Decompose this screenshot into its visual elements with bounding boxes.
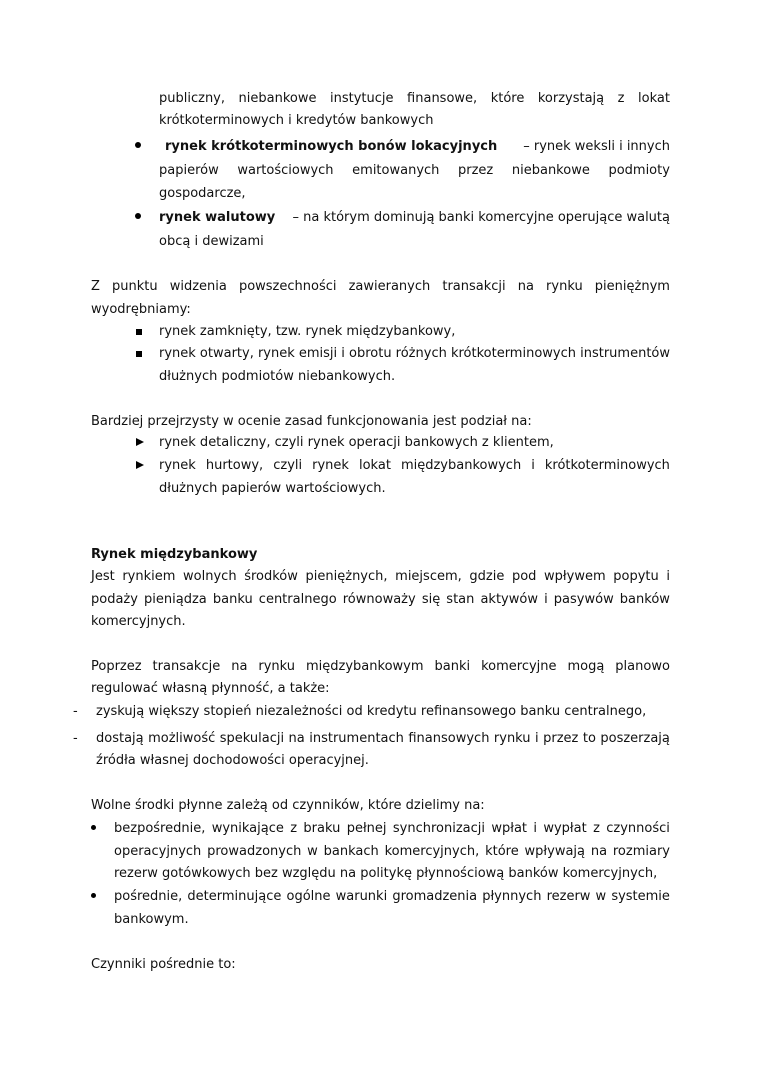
list-item-continuation: gospodarcze, bbox=[159, 186, 246, 201]
dash-bullet: - bbox=[73, 704, 78, 719]
word: banku bbox=[212, 592, 253, 607]
word: to bbox=[582, 731, 596, 746]
word: w bbox=[595, 889, 607, 904]
word: otwarty, bbox=[199, 346, 254, 361]
word: wpływem bbox=[544, 569, 606, 584]
word: popytu bbox=[613, 569, 659, 584]
list-item-text: – rynek weksli i innych bbox=[523, 139, 670, 154]
list-item bbox=[159, 209, 670, 226]
paragraph-line: wyodrębniamy: bbox=[91, 302, 191, 317]
word: systemie bbox=[611, 889, 670, 904]
word: punktu bbox=[112, 279, 158, 294]
word: rynku bbox=[546, 279, 583, 294]
word: wpłat bbox=[491, 821, 528, 836]
word: publiczny, bbox=[159, 91, 226, 106]
word: miejscem, bbox=[395, 569, 462, 584]
bullet-icon bbox=[91, 825, 96, 830]
word: instrumentów bbox=[580, 346, 670, 361]
word: braku bbox=[303, 821, 341, 836]
paragraph-line bbox=[91, 658, 670, 675]
word: międzybankowych bbox=[400, 458, 522, 473]
word: na bbox=[288, 731, 305, 746]
word: Z bbox=[91, 279, 100, 294]
dash-bullet: - bbox=[73, 731, 78, 746]
word: determinujące bbox=[187, 889, 282, 904]
list-item bbox=[114, 888, 670, 905]
list-item: zyskują większy stopień niezależności od kredytu refinansowego banku centralnego, bbox=[96, 704, 647, 719]
word: przez bbox=[458, 163, 494, 178]
list-item-continuation: krótkoterminowych i kredytów bankowych bbox=[159, 113, 434, 128]
word: rynku bbox=[493, 731, 531, 746]
word: które bbox=[490, 91, 525, 106]
word: środków bbox=[244, 569, 298, 584]
paragraph-line: komercyjnych. bbox=[91, 614, 186, 629]
list-item-continuation: bankowym. bbox=[114, 912, 189, 927]
word: korzystają bbox=[537, 91, 605, 106]
list-item: rynek zamknięty, tzw. rynek międzybankowy, bbox=[159, 324, 456, 339]
list-item-term: rynek walutowy bbox=[159, 210, 276, 225]
word: i bbox=[544, 592, 548, 607]
list-item-continuation: obcą i dewizami bbox=[159, 234, 264, 249]
word: rozmiary bbox=[612, 844, 670, 859]
word: z bbox=[290, 821, 298, 836]
word: bankach bbox=[323, 844, 379, 859]
bullet-icon bbox=[91, 893, 96, 898]
word: zawieranych bbox=[348, 279, 431, 294]
word: niebankowe bbox=[511, 163, 590, 178]
word: przez bbox=[543, 731, 579, 746]
word: synchronizacji bbox=[392, 821, 485, 836]
word: czyli bbox=[273, 458, 303, 473]
word: spekulacji bbox=[219, 731, 285, 746]
paragraph-line: Bardziej przejrzysty w ocenie zasad funkcjonowania jest podział na: bbox=[91, 414, 532, 429]
word: rezerw bbox=[546, 889, 591, 904]
list-item bbox=[165, 138, 670, 155]
word: podmioty bbox=[608, 163, 670, 178]
word: i bbox=[531, 458, 535, 473]
word: pieniężnym bbox=[594, 279, 670, 294]
word: pośrednie, bbox=[114, 889, 183, 904]
word: aktywów bbox=[480, 592, 538, 607]
word: hurtowy, bbox=[205, 458, 264, 473]
word: prowadzonych bbox=[207, 844, 302, 859]
word: Poprzez bbox=[91, 659, 142, 674]
paragraph-line: Wolne środki płynne zależą od czynników, które dzielimy na: bbox=[91, 798, 485, 813]
word: bezpośrednie, bbox=[114, 821, 206, 836]
word: centralnego bbox=[258, 592, 337, 607]
word: instrumentach bbox=[309, 731, 404, 746]
word: w bbox=[307, 844, 318, 859]
list-item-continuation: dłużnych podmiotów niebankowych. bbox=[159, 369, 396, 384]
word: komercyjnych, bbox=[384, 844, 480, 859]
word: i bbox=[535, 731, 539, 746]
list-item-continuation: źródła własnej dochodowości operacyjnej. bbox=[96, 753, 369, 768]
word: transakcji bbox=[442, 279, 506, 294]
list-item-text: – na którym dominują banki komercyjne operujące walutą bbox=[292, 210, 670, 225]
list-item-continuation bbox=[159, 162, 670, 179]
word: krótkoterminowych bbox=[544, 458, 670, 473]
word: banki bbox=[434, 659, 471, 674]
word: komercyjne bbox=[481, 659, 557, 674]
paragraph-line bbox=[91, 591, 670, 608]
word: pieniądza bbox=[144, 592, 207, 607]
word: lokat bbox=[358, 458, 391, 473]
word: ogólne bbox=[286, 889, 331, 904]
word: banków bbox=[619, 592, 670, 607]
word: i bbox=[533, 821, 537, 836]
word: z bbox=[617, 91, 625, 106]
square-bullet-icon bbox=[136, 329, 142, 335]
word: gromadzenia bbox=[392, 889, 478, 904]
word: powszechności bbox=[238, 279, 337, 294]
paragraph-line: Czynniki pośrednie to: bbox=[91, 957, 236, 972]
word: i bbox=[666, 569, 670, 584]
word: pełnej bbox=[346, 821, 387, 836]
word: stan bbox=[446, 592, 475, 607]
paragraph-line bbox=[91, 568, 670, 585]
word: podaży bbox=[91, 592, 138, 607]
word: wolnych bbox=[183, 569, 237, 584]
paragraph-line: regulować własną płynność, a także: bbox=[91, 681, 330, 696]
word: widzenia bbox=[169, 279, 227, 294]
word: równoważy bbox=[342, 592, 416, 607]
word: które bbox=[485, 844, 519, 859]
word: rynkiem bbox=[122, 569, 176, 584]
word: wypłat bbox=[543, 821, 587, 836]
word: na bbox=[590, 844, 608, 859]
list-item-continuation: dłużnych papierów wartościowych. bbox=[159, 481, 386, 496]
word: z bbox=[593, 821, 600, 836]
word: możliwość bbox=[148, 731, 216, 746]
word: obrotu bbox=[349, 346, 392, 361]
list-item: rynek detaliczny, czyli rynek operacji bankowych z klientem, bbox=[159, 435, 554, 450]
word: lokat bbox=[638, 91, 670, 106]
list-item-term: rynek krótkoterminowych bonów lokacyjnych bbox=[165, 139, 498, 154]
word: emisji bbox=[298, 346, 338, 361]
word: pod bbox=[511, 569, 537, 584]
word: czynności bbox=[606, 821, 670, 836]
list-item bbox=[159, 457, 670, 474]
list-item bbox=[96, 730, 670, 747]
word: wynikające bbox=[211, 821, 284, 836]
word: gdzie bbox=[469, 569, 505, 584]
word: emitowanych bbox=[352, 163, 440, 178]
word: papierów bbox=[159, 163, 219, 178]
word: płynnych bbox=[482, 889, 542, 904]
paragraph-line bbox=[91, 278, 670, 295]
list-item-continuation bbox=[114, 843, 670, 860]
list-item bbox=[159, 345, 670, 362]
word: krótkoterminowych bbox=[450, 346, 576, 361]
word: różnych bbox=[395, 346, 447, 361]
word: finansowych bbox=[408, 731, 490, 746]
arrow-bullet-icon bbox=[136, 438, 144, 446]
word: rynek bbox=[159, 346, 196, 361]
bullet-icon bbox=[135, 213, 141, 219]
word: planowo bbox=[615, 659, 670, 674]
word: mogą bbox=[567, 659, 605, 674]
word: instytucje bbox=[330, 91, 394, 106]
word: wpływają bbox=[524, 844, 585, 859]
word: i bbox=[341, 346, 345, 361]
list-item bbox=[114, 820, 670, 837]
word: rynek bbox=[312, 458, 349, 473]
word: Jest bbox=[91, 569, 115, 584]
word: rynek bbox=[257, 346, 295, 361]
word: operacyjnych bbox=[114, 844, 202, 859]
section-heading: Rynek międzybankowy bbox=[91, 547, 258, 562]
word: rynek bbox=[159, 458, 196, 473]
bullet-icon bbox=[135, 142, 141, 148]
word: warunki bbox=[335, 889, 388, 904]
word: niebankowe bbox=[238, 91, 317, 106]
word: dostają bbox=[96, 731, 144, 746]
list-item-continuation: rezerw gotówkowych bez względu na politykę płynnościową banków komercyjnych, bbox=[114, 866, 658, 881]
word: na bbox=[231, 659, 248, 674]
word: rynku bbox=[258, 659, 296, 674]
word: się bbox=[421, 592, 441, 607]
arrow-bullet-icon bbox=[136, 461, 144, 469]
word: wartościowych bbox=[237, 163, 334, 178]
word: finansowe, bbox=[407, 91, 478, 106]
word: na bbox=[517, 279, 534, 294]
word: pieniężnych, bbox=[305, 569, 388, 584]
word: poszerzają bbox=[600, 731, 670, 746]
word: pasywów bbox=[553, 592, 614, 607]
word: transakcje bbox=[152, 659, 221, 674]
word: międzybankowym bbox=[306, 659, 424, 674]
square-bullet-icon bbox=[136, 351, 142, 357]
list-item-continuation bbox=[159, 90, 670, 107]
